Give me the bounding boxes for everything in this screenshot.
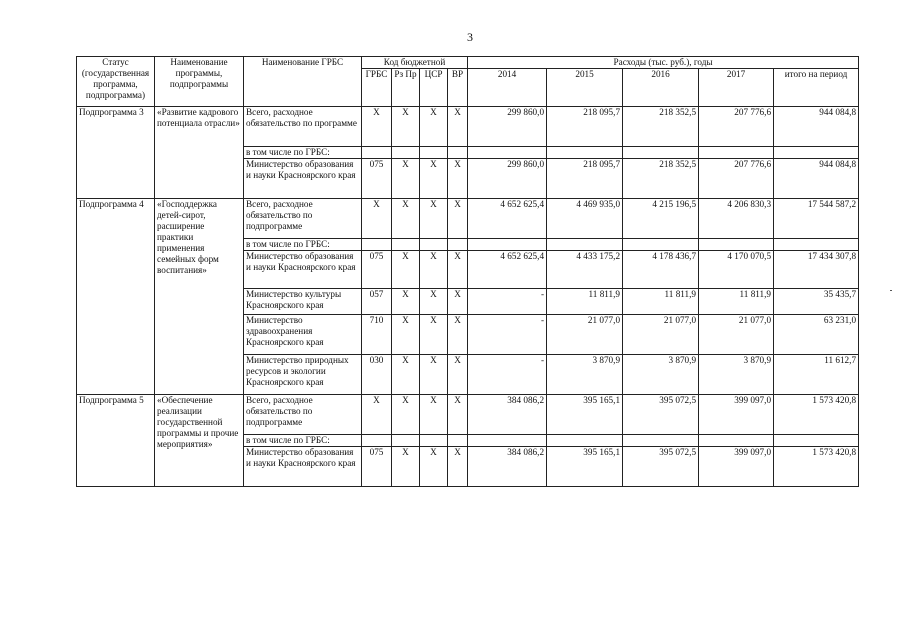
value-cell: 11 811,9	[623, 289, 699, 315]
value-cell: 11 811,9	[547, 289, 623, 315]
header-year-2014: 2014	[468, 69, 547, 107]
value-cell: 1 573 420,8	[774, 447, 859, 487]
table-row	[77, 199, 859, 239]
code-cell: 075	[362, 447, 392, 487]
code-cell: X	[420, 289, 448, 315]
value-cell: 218 352,5	[623, 107, 699, 147]
grbs-cell: в том числе по ГРБС:	[244, 239, 362, 251]
code-cell: 030	[362, 355, 392, 395]
code-cell: X	[420, 251, 448, 289]
code-cell: 075	[362, 159, 392, 199]
code-cell: X	[420, 159, 448, 199]
value-cell: 4 170 070,5	[699, 251, 774, 289]
page-number: 3	[467, 30, 473, 44]
subprogram-status: Подпрограмма 3	[77, 107, 155, 199]
table-row	[77, 107, 859, 147]
subprogram-status: Подпрограмма 4	[77, 199, 155, 395]
grbs-cell: Министерство культуры Красноярского края	[244, 289, 362, 315]
code-cell: X	[448, 355, 468, 395]
code-cell: X	[362, 107, 392, 147]
value-cell: 384 086,2	[468, 395, 547, 435]
header-expenses: Расходы (тыс. руб.), годы	[468, 57, 859, 69]
value-cell: 4 469 935,0	[547, 199, 623, 239]
value-cell: 207 776,6	[699, 159, 774, 199]
grbs-cell: Министерство образования и науки Красноярского края	[244, 159, 362, 199]
code-cell: X	[392, 159, 420, 199]
grbs-cell: Министерство здравоохранения Красноярского края	[244, 315, 362, 355]
value-cell: 21 077,0	[699, 315, 774, 355]
value-cell: 4 433 175,2	[547, 251, 623, 289]
code-cell: 710	[362, 315, 392, 355]
value-cell: 207 776,6	[699, 107, 774, 147]
header-code-csr: ЦСР	[420, 69, 448, 107]
value-cell: 395 165,1	[547, 447, 623, 487]
value-cell: 944 084,8	[774, 107, 859, 147]
value-cell: 4 652 625,4	[468, 251, 547, 289]
code-cell: X	[392, 355, 420, 395]
code-cell: X	[448, 447, 468, 487]
value-cell: 395 165,1	[547, 395, 623, 435]
code-cell: X	[392, 107, 420, 147]
value-cell: 1 573 420,8	[774, 395, 859, 435]
scan-mark	[890, 290, 892, 291]
code-cell: X	[448, 395, 468, 435]
code-cell: X	[448, 199, 468, 239]
value-cell: 3 870,9	[547, 355, 623, 395]
grbs-cell: Министерство образования и науки Красноярского края	[244, 251, 362, 289]
value-cell: 395 072,5	[623, 395, 699, 435]
subprogram-name: «Развитие кадрового потенциала отрасли»	[155, 107, 244, 199]
value-cell: 4 178 436,7	[623, 251, 699, 289]
budget-expenses-table	[76, 56, 859, 487]
grbs-cell: Всего, расходное обязательство по подпрограмме	[244, 199, 362, 239]
grbs-cell: Всего, расходное обязательство по программе	[244, 107, 362, 147]
subprogram-name: «Обеспечение реализации государственной программы и прочие мероприятия»	[155, 395, 244, 487]
code-cell: 075	[362, 251, 392, 289]
grbs-cell: Министерство природных ресурсов и экологии Красноярского края	[244, 355, 362, 395]
header-code-vr: ВР	[448, 69, 468, 107]
value-cell: 399 097,0	[699, 447, 774, 487]
value-cell: 218 095,7	[547, 107, 623, 147]
value-cell: 17 434 307,8	[774, 251, 859, 289]
code-cell: X	[362, 199, 392, 239]
code-cell: X	[392, 199, 420, 239]
header-program-name: Наименование программы, подпрограммы	[155, 57, 244, 107]
value-cell: 4 206 830,3	[699, 199, 774, 239]
subprogram-status: Подпрограмма 5	[77, 395, 155, 487]
code-cell: X	[448, 159, 468, 199]
code-cell: X	[392, 395, 420, 435]
value-cell: 3 870,9	[699, 355, 774, 395]
value-cell: 944 084,8	[774, 159, 859, 199]
header-year-2017: 2017	[699, 69, 774, 107]
code-cell: X	[420, 315, 448, 355]
value-cell: 21 077,0	[547, 315, 623, 355]
code-cell: X	[420, 447, 448, 487]
value-cell: 11 612,7	[774, 355, 859, 395]
header-code-grbs: ГРБС	[362, 69, 392, 107]
table-row	[77, 395, 859, 435]
value-cell: 384 086,2	[468, 447, 547, 487]
value-cell: -	[468, 315, 547, 355]
header-year-2016: 2016	[623, 69, 699, 107]
value-cell: 35 435,7	[774, 289, 859, 315]
value-cell: 4 652 625,4	[468, 199, 547, 239]
value-cell: 63 231,0	[774, 315, 859, 355]
code-cell: X	[448, 289, 468, 315]
grbs-cell: Всего, расходное обязательство по подпрограмме	[244, 395, 362, 435]
value-cell: -	[468, 289, 547, 315]
code-cell: X	[392, 447, 420, 487]
value-cell: 218 352,5	[623, 159, 699, 199]
header-status: Статус (государственная программа, подпрограмма)	[77, 57, 155, 107]
grbs-cell: Министерство образования и науки Красноярского края	[244, 447, 362, 487]
value-cell: 3 870,9	[623, 355, 699, 395]
code-cell: X	[420, 395, 448, 435]
value-cell: 395 072,5	[623, 447, 699, 487]
value-cell: -	[468, 355, 547, 395]
code-cell: X	[448, 315, 468, 355]
value-cell: 11 811,9	[699, 289, 774, 315]
code-cell: X	[420, 355, 448, 395]
header-year-2015: 2015	[547, 69, 623, 107]
code-cell: 057	[362, 289, 392, 315]
code-cell: X	[420, 107, 448, 147]
subprogram-name: «Господдержка детей-сирот, расширение практики применения семейных форм воспитания»	[155, 199, 244, 395]
code-cell: X	[392, 289, 420, 315]
value-cell: 218 095,7	[547, 159, 623, 199]
code-cell: X	[392, 315, 420, 355]
header-grbs-name: Наименование ГРБС	[244, 57, 362, 107]
value-cell: 299 860,0	[468, 107, 547, 147]
value-cell: 21 077,0	[623, 315, 699, 355]
code-cell: X	[448, 107, 468, 147]
value-cell: 399 097,0	[699, 395, 774, 435]
value-cell: 4 215 196,5	[623, 199, 699, 239]
grbs-cell: в том числе по ГРБС:	[244, 435, 362, 447]
value-cell: 299 860,0	[468, 159, 547, 199]
code-cell: X	[448, 251, 468, 289]
code-cell: X	[420, 199, 448, 239]
header-total: итого на период	[774, 69, 859, 107]
value-cell: 17 544 587,2	[774, 199, 859, 239]
code-cell: X	[362, 395, 392, 435]
code-cell: X	[392, 251, 420, 289]
header-code-rzpr: Рз Пр	[392, 69, 420, 107]
header-budget-code: Код бюджетной	[362, 57, 468, 69]
grbs-cell: в том числе по ГРБС:	[244, 147, 362, 159]
